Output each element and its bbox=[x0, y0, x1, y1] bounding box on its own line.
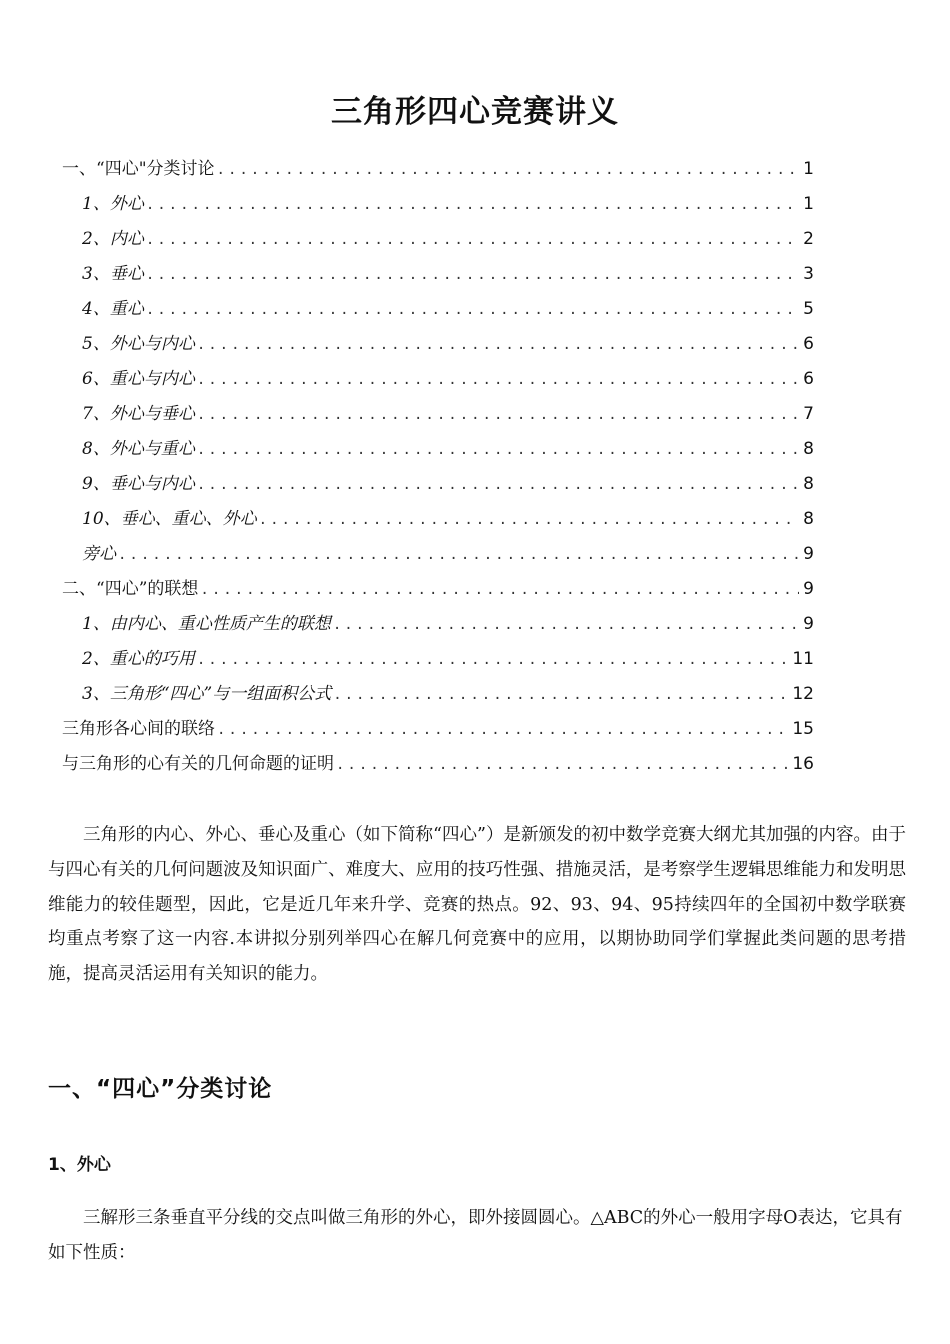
toc-entry-page: 9 bbox=[803, 579, 814, 599]
toc-entry-page: 7 bbox=[803, 404, 814, 424]
toc-dot-leader bbox=[197, 442, 799, 458]
toc-entry-label: 6、重心与内心 bbox=[82, 369, 195, 389]
toc-entry-label: 8、外心与重心 bbox=[82, 439, 195, 459]
toc-dot-leader bbox=[146, 232, 799, 248]
toc-dot-leader bbox=[197, 652, 789, 668]
toc-entry[interactable] bbox=[82, 539, 814, 569]
toc-entry-page: 3 bbox=[803, 264, 814, 284]
toc-entry-label: 2、重心的巧用 bbox=[82, 649, 195, 669]
toc-entry[interactable] bbox=[82, 679, 814, 709]
toc-dot-leader bbox=[146, 267, 799, 283]
toc-entry-page: 15 bbox=[792, 719, 814, 739]
toc-entry-label: 旁心 bbox=[82, 544, 116, 564]
toc-entry[interactable] bbox=[82, 294, 814, 324]
toc-entry[interactable] bbox=[82, 644, 814, 674]
toc-entry-page: 16 bbox=[792, 754, 814, 774]
toc-entry-label: 7、外心与垂心 bbox=[82, 404, 195, 424]
toc-entry-page: 12 bbox=[792, 684, 814, 704]
toc-entry[interactable] bbox=[62, 749, 814, 779]
toc-entry-page: 5 bbox=[803, 299, 814, 319]
toc-entry-page: 8 bbox=[803, 439, 814, 459]
toc-entry[interactable] bbox=[82, 259, 814, 289]
toc-entry[interactable] bbox=[82, 329, 814, 359]
toc-dot-leader bbox=[197, 477, 799, 493]
toc-entry-label: 3、垂心 bbox=[82, 264, 144, 284]
intro-paragraph: 三角形的内心、外心、垂心及重心（如下简称“四心”）是新颁发的初中数学竞赛大纲尤其加强的内容。由于与四心有关的几何问题波及知识面广、难度大、应用的技巧性强、措施灵活，是考察学生逻辑思维能力和发明思维能力的较佳题型，因此，它是近几年来升学、竞赛的热点。92、93、94、95持续四年的全国初中数学联赛均重点考察了这一内容.本讲拟分别列举四心在解几何竞赛中的应用，以期协助同学们掌握此类问题的思考措施，提高灵活运用有关知识的能力。 bbox=[48, 825, 906, 985]
toc-entry-page: 1 bbox=[803, 194, 814, 214]
toc-entry-label: 5、外心与内心 bbox=[82, 334, 195, 354]
toc-entry[interactable] bbox=[82, 364, 814, 394]
toc-entry[interactable] bbox=[62, 154, 814, 184]
toc-entry[interactable] bbox=[82, 504, 814, 534]
toc-entry[interactable] bbox=[82, 224, 814, 254]
toc-entry-page: 2 bbox=[803, 229, 814, 249]
toc-dot-leader bbox=[333, 687, 788, 703]
toc-entry-label: 1、由内心、重心性质产生的联想 bbox=[82, 614, 331, 634]
toc-dot-leader bbox=[200, 582, 799, 598]
toc-entry[interactable] bbox=[82, 189, 814, 219]
toc-entry-label: 1、外心 bbox=[82, 194, 144, 214]
toc-entry-page: 1 bbox=[803, 159, 814, 179]
toc-entry[interactable] bbox=[82, 609, 814, 639]
body-paragraph: 三解形三条垂直平分线的交点叫做三角形的外心，即外接圆圆心。△ABC的外心一般用字母O表达，它具有如下性质： bbox=[48, 1208, 903, 1263]
section-heading: 一、“四心”分类讨论 bbox=[48, 1076, 273, 1102]
toc-dot-leader bbox=[217, 162, 800, 178]
toc-entry-page: 6 bbox=[803, 334, 814, 354]
toc-entry-page: 6 bbox=[803, 369, 814, 389]
toc-entry-page: 8 bbox=[803, 474, 814, 494]
toc-entry-label: 2、内心 bbox=[82, 229, 144, 249]
toc-dot-leader bbox=[259, 512, 800, 528]
toc-entry-label: 三角形各心间的联络 bbox=[62, 719, 215, 739]
toc-entry[interactable] bbox=[62, 574, 814, 604]
toc-entry-label: 3、三角形“四心”与一组面积公式 bbox=[82, 684, 332, 704]
toc-dot-leader bbox=[197, 372, 799, 388]
toc-entry[interactable] bbox=[62, 714, 814, 744]
toc-dot-leader bbox=[197, 337, 799, 353]
toc-entry-label: 与三角形的心有关的几何命题的证明 bbox=[62, 754, 334, 774]
toc-dot-leader bbox=[146, 302, 799, 318]
toc-dot-leader bbox=[217, 722, 788, 738]
toc-entry-label: 二、“四心”的联想 bbox=[62, 579, 199, 599]
document-title: 三角形四心竞赛讲义 bbox=[331, 94, 619, 130]
toc-dot-leader bbox=[333, 617, 799, 633]
toc-entry-label: 9、垂心与内心 bbox=[82, 474, 195, 494]
toc-entry-page: 9 bbox=[803, 614, 814, 634]
toc-entry-page: 8 bbox=[803, 509, 814, 529]
toc-entry[interactable] bbox=[82, 434, 814, 464]
subsection-heading: 1、外心 bbox=[48, 1155, 111, 1175]
toc-entry-label: 4、重心 bbox=[82, 299, 144, 319]
toc-dot-leader bbox=[146, 197, 799, 213]
toc-dot-leader bbox=[197, 407, 799, 423]
toc-entry-label: 一、“四心"分类讨论 bbox=[62, 159, 215, 179]
toc-entry[interactable] bbox=[82, 399, 814, 429]
toc-dot-leader bbox=[336, 757, 788, 773]
toc-entry-label: 10、垂心、重心、外心 bbox=[82, 509, 257, 529]
toc-entry[interactable] bbox=[82, 469, 814, 499]
toc-entry-page: 9 bbox=[803, 544, 814, 564]
toc-entry-page: 11 bbox=[792, 649, 814, 669]
toc-dot-leader bbox=[118, 547, 799, 563]
